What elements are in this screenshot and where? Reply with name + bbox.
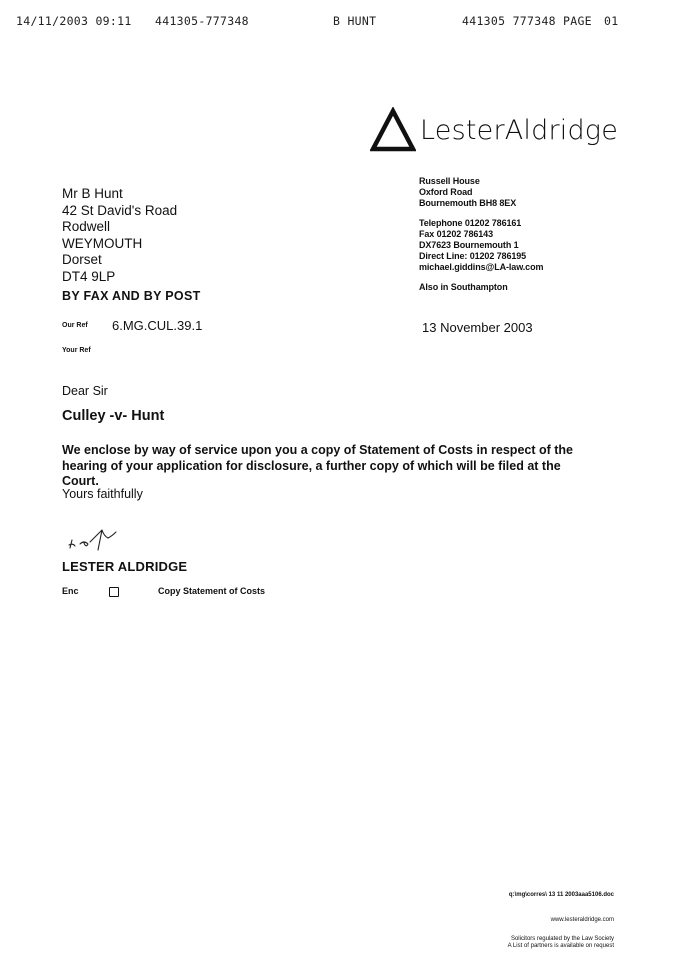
footer-regulation <box>508 936 614 950</box>
footer-regulation-line: Solicitors regulated by the Law Society <box>510 936 614 942</box>
enclosure-description: Copy Statement of Costs <box>158 586 266 596</box>
delivery-method: BY FAX AND BY POST <box>62 289 201 303</box>
firm-contact-line: Fax 01202 786143 <box>419 229 493 239</box>
fax-number-repeat: 441305 777348 <box>462 14 556 28</box>
case-title: Culley -v- Hunt <box>62 408 165 424</box>
firm-also-in: Also in Southampton <box>419 282 508 292</box>
fax-page-label: PAGE <box>563 14 592 28</box>
enclosure-label: Enc <box>62 586 79 596</box>
signatory-name: LESTER ALDRIDGE <box>62 559 188 574</box>
our-ref-value: 6.MG.CUL.39.1 <box>112 318 203 333</box>
address-line: 42 St David's Road <box>62 202 178 218</box>
checkbox-icon <box>109 587 119 597</box>
firm-contact-line: DX7623 Bournemouth 1 <box>419 240 519 250</box>
firm-details <box>419 176 543 293</box>
firm-contact-line: Telephone 01202 786161 <box>419 218 522 228</box>
letter-date: 13 November 2003 <box>422 320 533 335</box>
your-ref-label: Your Ref <box>62 347 91 354</box>
fax-page-number: 01 <box>604 14 619 28</box>
firm-address-line: Russell House <box>419 176 480 186</box>
logo-wordmark: LesterAldridge <box>420 114 619 146</box>
firm-logo <box>370 106 618 154</box>
fax-datetime: 14/11/2003 09:11 <box>16 14 132 28</box>
address-line: Rodwell <box>62 219 111 234</box>
footer-file-path: q:\mg\corres\ 13 11 2003aaa5106.doc <box>508 892 614 898</box>
firm-email: michael.giddins@LA-law.com <box>419 262 544 272</box>
firm-contact-line: Direct Line: 01202 786195 <box>419 251 527 261</box>
footer-website: www.lesteraldridge.com <box>550 917 614 923</box>
address-line: Mr B Hunt <box>62 186 123 201</box>
fax-sender-number: 441305-777348 <box>155 14 249 28</box>
fax-recipient: B HUNT <box>333 14 377 28</box>
address-line: Dorset <box>62 252 102 267</box>
our-ref-label: Our Ref <box>62 322 88 329</box>
firm-address-line: Bournemouth BH8 8EX <box>419 198 517 208</box>
footer-regulation-line: A List of partners is available on request <box>507 943 614 949</box>
signature-image <box>64 522 134 561</box>
triangle-logo-icon <box>370 107 416 153</box>
address-line: WEYMOUTH <box>62 235 143 251</box>
closing: Yours faithfully <box>62 487 143 501</box>
firm-address-line: Oxford Road <box>419 187 473 197</box>
recipient-address <box>62 186 177 285</box>
letter-body: We enclose by way of service upon you a copy of Statement of Costs in respect of the hearing of your application for disclosure, a further copy of which will be filed at the Court. <box>62 443 573 488</box>
salutation: Dear Sir <box>62 384 108 398</box>
address-line: DT4 9LP <box>62 268 116 284</box>
